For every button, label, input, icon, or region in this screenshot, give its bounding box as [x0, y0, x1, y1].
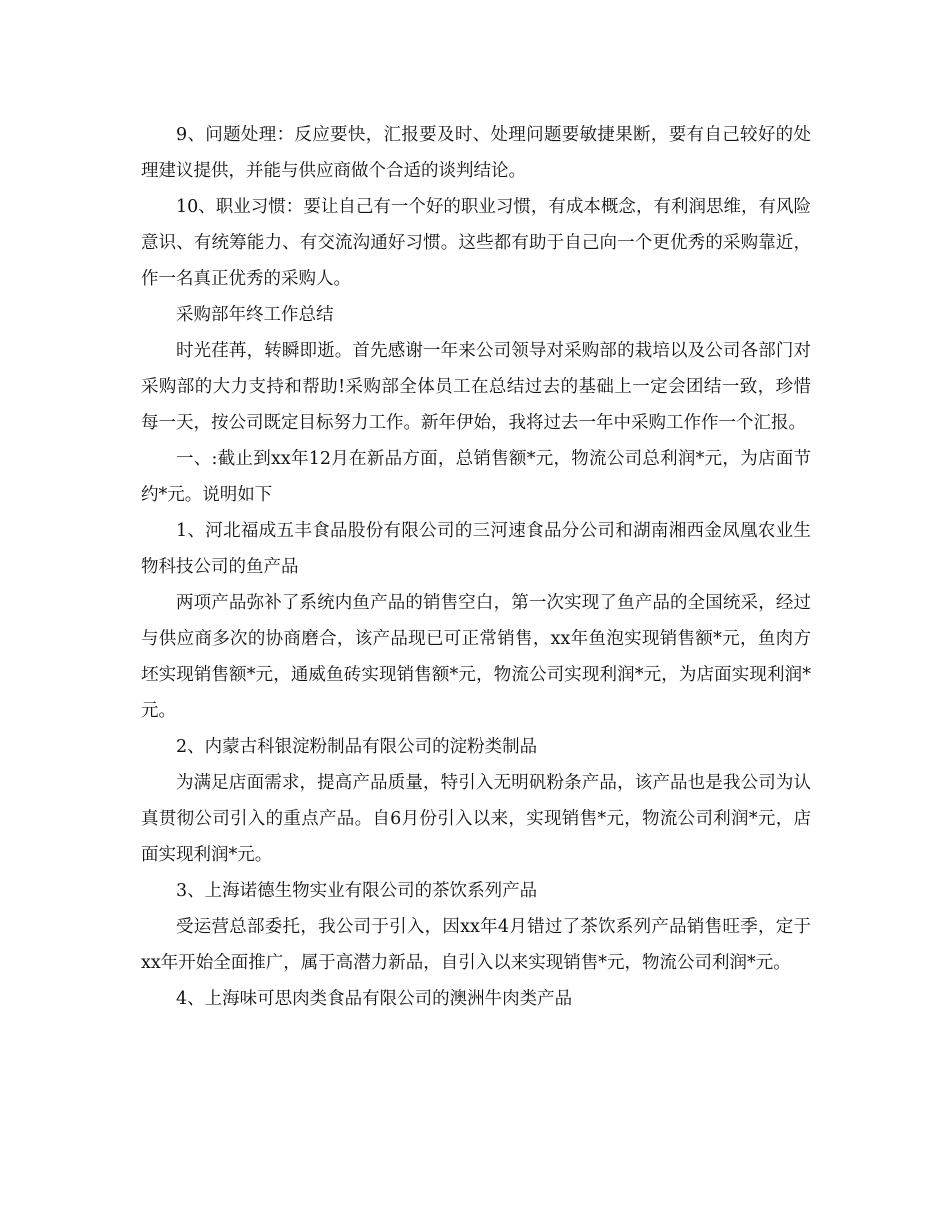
item-heading-1: 1、河北福成五丰食品股份有限公司的三河速食品分公司和湖南湘西金凤凰农业生物科技公司的鱼产品: [141, 521, 811, 577]
section-title: 采购部年终工作总结: [176, 305, 334, 325]
item-heading-4: 4、上海味可思肉类食品有限公司的澳洲牛肉类产品: [176, 989, 573, 1009]
document-body: [141, 117, 811, 1017]
paragraph-summary-new-products: 一、:截止到xx年12月在新品方面，总销售额*元，物流公司总利润*元，为店面节约*元。说明如下: [141, 449, 811, 505]
item-heading-2: 2、内蒙古科银淀粉制品有限公司的淀粉类制品: [176, 737, 538, 757]
item-heading-3: 3、上海诺德生物实业有限公司的茶饮系列产品: [176, 881, 538, 901]
item-body-3: 受运营总部委托，我公司于引入，因xx年4月错过了茶饮系列产品销售旺季，定于xx年开始全面推广，属于高潜力新品，自引入以来实现销售*元，物流公司利润*元。: [141, 917, 811, 973]
item-body-1: 两项产品弥补了系统内鱼产品的销售空白，第一次实现了鱼产品的全国统采，经过与供应商多次的协商磨合，该产品现已可正常销售，xx年鱼泡实现销售额*元，鱼肉方坯实现销售额*元，通威鱼砖实现销售额*元，物流公司实现利润*元，为店面实现利润*元。: [141, 593, 811, 721]
paragraph-work-habits: 10、职业习惯：要让自己有一个好的职业习惯，有成本概念，有利润思维，有风险意识、有统筹能力、有交流沟通好习惯。这些都有助于自己向一个更优秀的采购靠近，作一名真正优秀的采购人。: [141, 197, 811, 289]
paragraph-intro: 时光荏苒，转瞬即逝。首先感谢一年来公司领导对采购部的栽培以及公司各部门对采购部的大力支持和帮助!采购部全体员工在总结过去的基础上一定会团结一致，珍惜每一天，按公司既定目标努力工作。新年伊始，我将过去一年中采购工作作一个汇报。: [141, 341, 811, 433]
paragraph-problem-handling: 9、问题处理：反应要快，汇报要及时、处理问题要敏捷果断，要有自己较好的处理建议提供，并能与供应商做个合适的谈判结论。: [141, 125, 811, 181]
item-body-2: 为满足店面需求，提高产品质量，特引入无明矾粉条产品，该产品也是我公司为认真贯彻公司引入的重点产品。自6月份引入以来，实现销售*元，物流公司利润*元，店面实现利润*元。: [141, 773, 811, 865]
